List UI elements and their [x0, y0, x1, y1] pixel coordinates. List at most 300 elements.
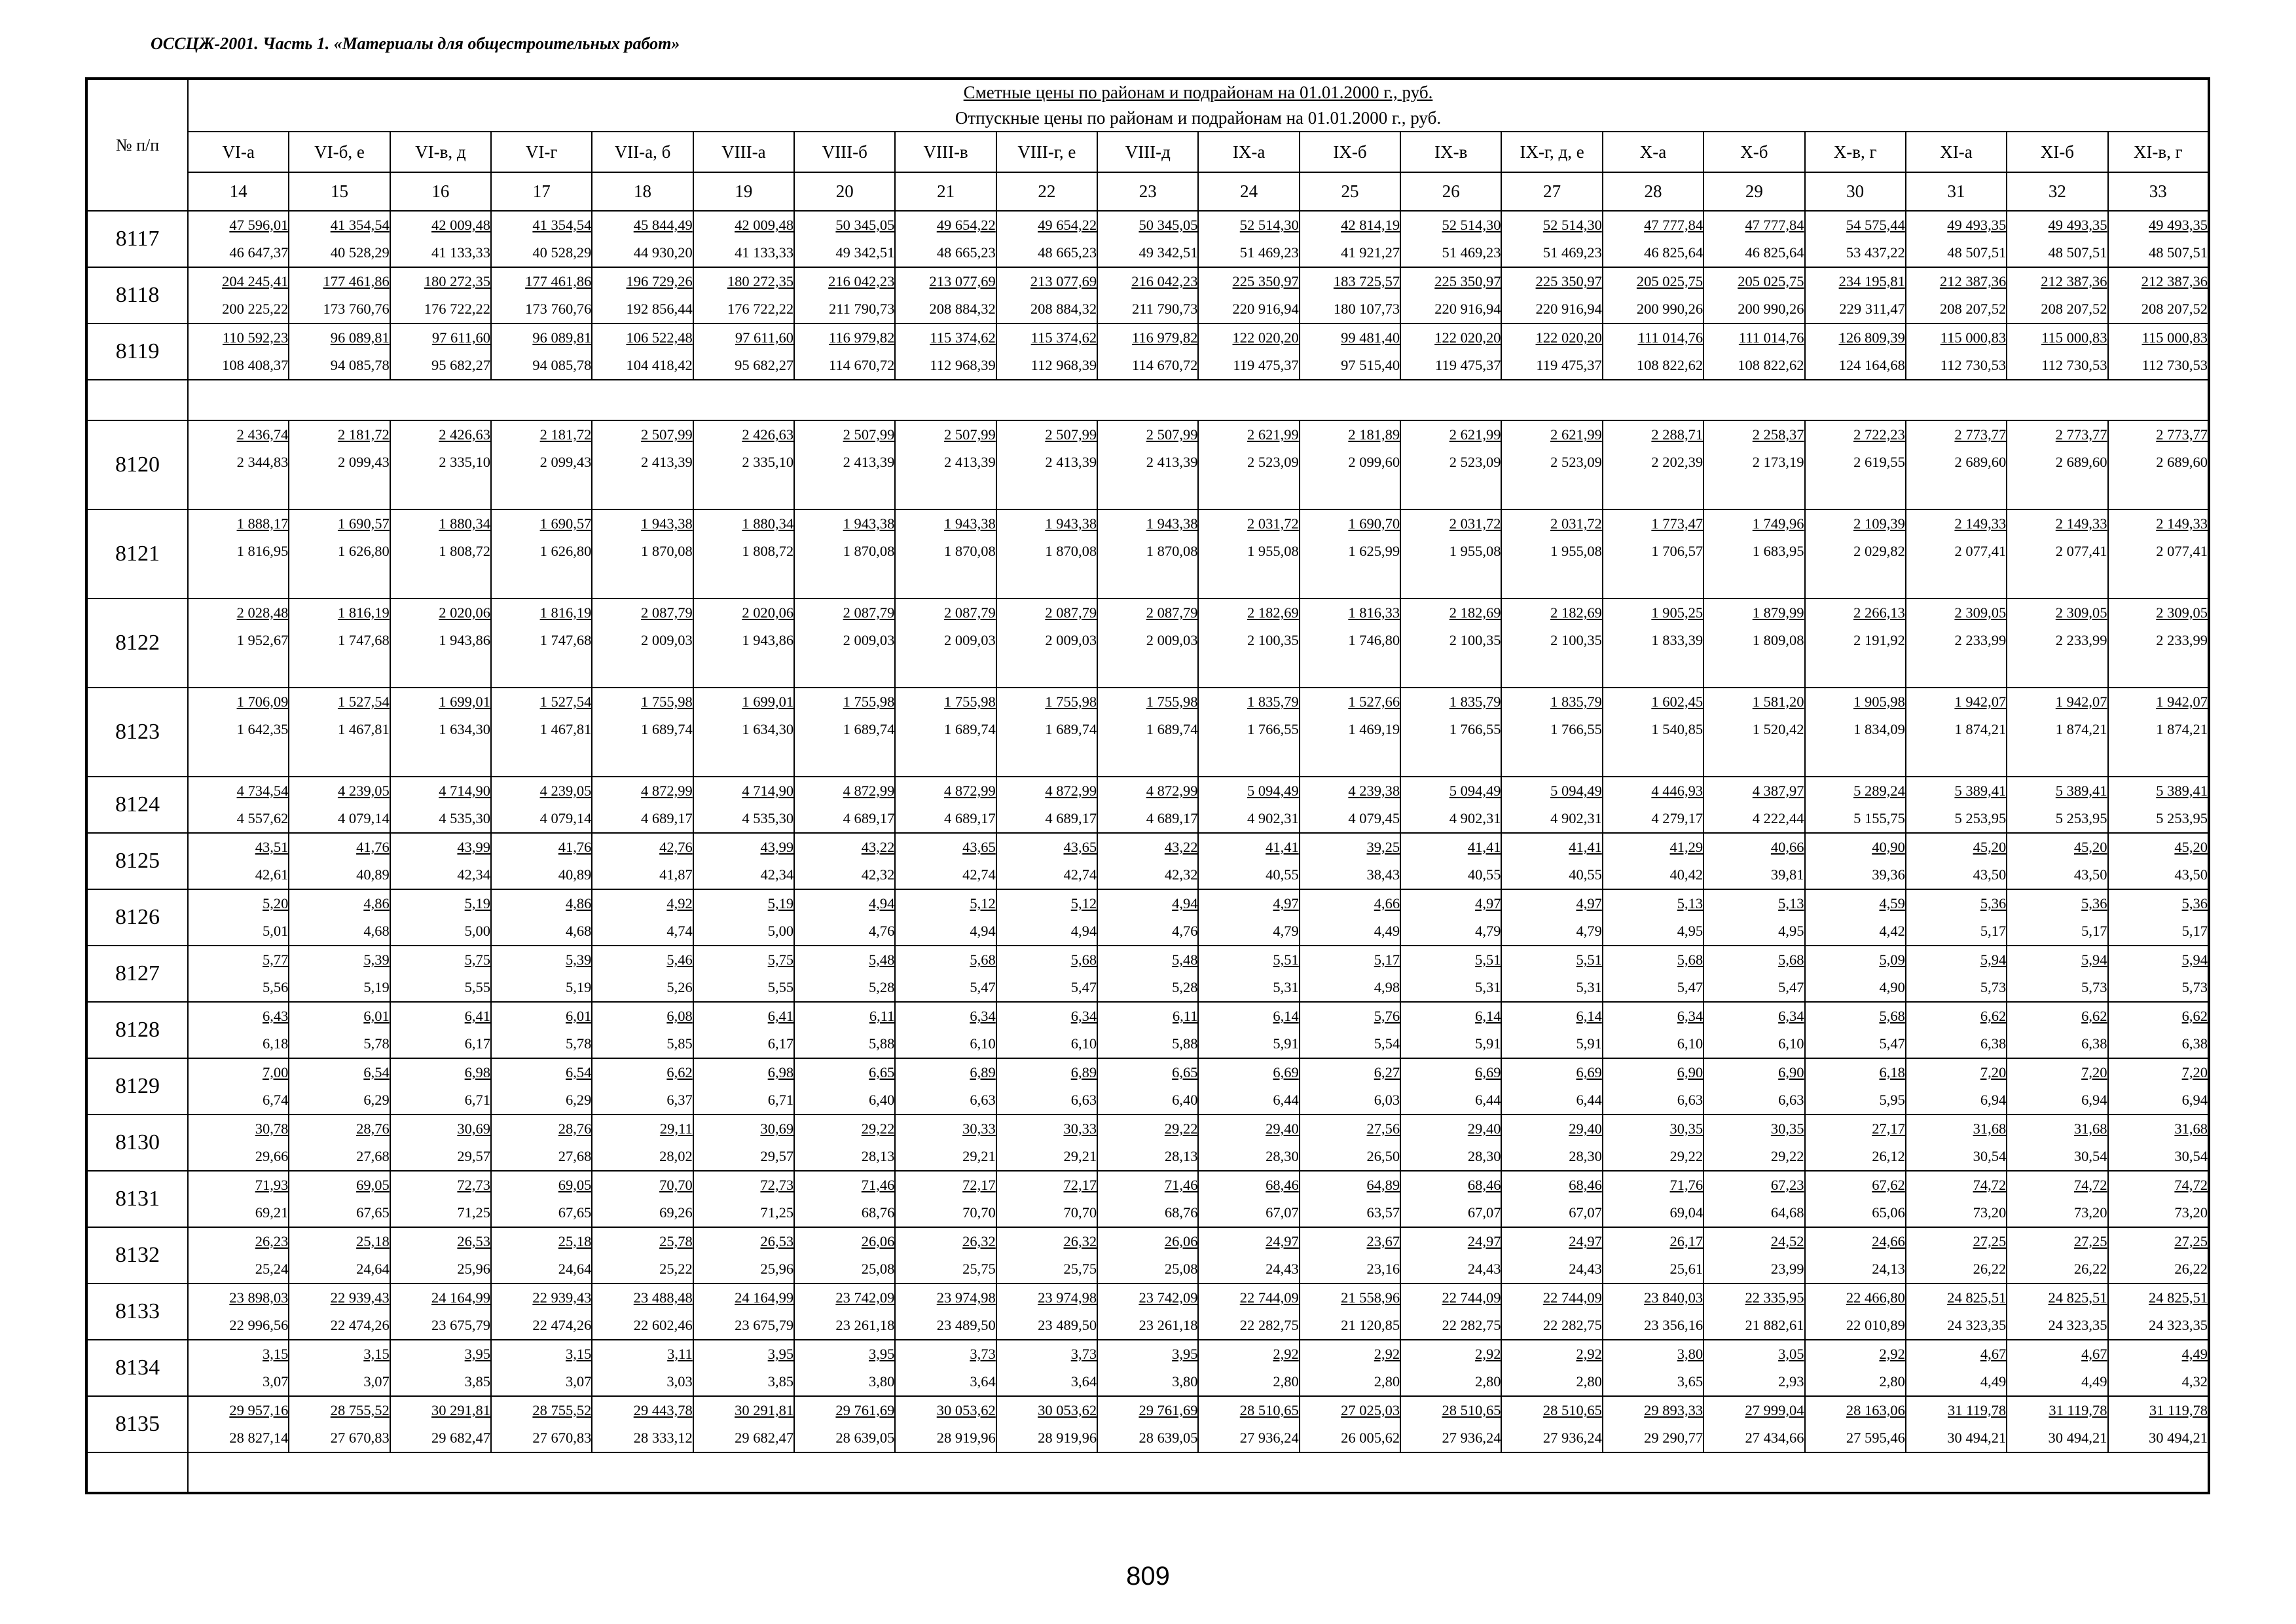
estimated-price: 1 835,79	[1247, 693, 1299, 710]
release-price: 44 930,20	[633, 244, 693, 261]
price-cell	[1501, 267, 1602, 323]
price-cell	[1097, 267, 1198, 323]
release-price: 25,96	[760, 1261, 794, 1277]
release-price: 30 494,21	[1947, 1430, 2007, 1446]
release-price: 1 520,42	[1752, 721, 1804, 737]
column-number: 14	[188, 172, 289, 211]
estimated-price: 6,69	[1475, 1064, 1501, 1080]
estimated-price: 116 979,82	[1132, 329, 1198, 346]
release-price: 42,32	[1164, 866, 1198, 883]
release-price: 1 467,81	[539, 721, 592, 737]
price-cell	[1603, 1283, 1704, 1340]
release-price: 21 120,85	[1341, 1317, 1400, 1333]
price-cell	[491, 211, 592, 267]
estimated-price: 1 943,38	[1146, 515, 1198, 532]
price-cell	[996, 323, 1097, 380]
release-price: 2 233,99	[2055, 632, 2107, 648]
price-cell	[794, 777, 895, 833]
price-table	[85, 77, 2210, 1494]
estimated-price: 2 149,33	[2055, 515, 2107, 532]
estimated-price: 5 094,49	[1550, 783, 1602, 799]
estimated-price: 5,94	[2081, 951, 2107, 968]
release-price: 6,71	[767, 1092, 794, 1108]
release-price: 5,17	[2081, 923, 2107, 939]
estimated-price: 225 350,97	[1434, 273, 1501, 289]
price-cell	[1906, 1340, 2007, 1396]
price-cell	[188, 833, 289, 889]
price-cell	[1805, 946, 1906, 1002]
estimated-price: 27,25	[2073, 1233, 2107, 1249]
release-price: 4 279,17	[1651, 810, 1704, 826]
estimated-price: 2 031,72	[1449, 515, 1501, 532]
release-price: 4,49	[2081, 1373, 2107, 1390]
price-cell	[491, 1115, 592, 1171]
price-cell	[1097, 211, 1198, 267]
estimated-price: 26,53	[760, 1233, 794, 1249]
release-price: 22 474,26	[330, 1317, 390, 1333]
price-cell	[592, 599, 693, 688]
estimated-price: 115 000,83	[2141, 329, 2208, 346]
price-cell	[1805, 1115, 1906, 1171]
price-cell	[1704, 688, 1804, 777]
price-cell	[2108, 323, 2209, 380]
price-cell	[1198, 688, 1299, 777]
empty-cell	[86, 380, 188, 420]
price-cell	[1097, 420, 1198, 509]
release-price: 30 494,21	[2048, 1430, 2107, 1446]
price-cell	[1501, 946, 1602, 1002]
release-price: 1 747,68	[539, 632, 592, 648]
estimated-price: 6,43	[262, 1008, 289, 1024]
price-cell	[996, 509, 1097, 599]
estimated-price: 69,05	[558, 1177, 592, 1193]
price-cell	[1300, 323, 1400, 380]
estimated-price: 212 387,36	[2141, 273, 2208, 289]
estimated-price: 30 291,81	[735, 1402, 794, 1418]
estimated-price: 1 835,79	[1449, 693, 1501, 710]
release-price: 220 916,94	[1535, 301, 1602, 317]
price-cell	[1097, 889, 1198, 946]
release-price: 67,65	[356, 1204, 390, 1221]
price-cell	[895, 777, 996, 833]
price-cell	[996, 1227, 1097, 1283]
release-price: 4 689,17	[843, 810, 895, 826]
estimated-price: 40,66	[1770, 839, 1804, 855]
estimated-price: 5 389,41	[2156, 783, 2208, 799]
estimated-price: 4,92	[666, 895, 693, 912]
price-cell	[794, 1002, 895, 1058]
release-price: 71,25	[457, 1204, 491, 1221]
price-cell	[592, 1283, 693, 1340]
release-price: 5,73	[2081, 979, 2107, 995]
release-price: 6,94	[1980, 1092, 2007, 1108]
price-cell	[1704, 509, 1804, 599]
price-cell	[1300, 420, 1400, 509]
release-price: 38,43	[1366, 866, 1400, 883]
price-cell	[1198, 267, 1299, 323]
price-cell	[592, 777, 693, 833]
price-cell	[289, 777, 390, 833]
estimated-price: 116 979,82	[828, 329, 895, 346]
estimated-price: 97 611,60	[735, 329, 794, 346]
release-price: 5,47	[1070, 979, 1097, 995]
release-price: 108 822,62	[1738, 357, 1804, 373]
release-price: 24,43	[1467, 1261, 1501, 1277]
estimated-price: 1 690,57	[337, 515, 390, 532]
estimated-price: 27 999,04	[1745, 1402, 1804, 1418]
estimated-price: 6,69	[1273, 1064, 1299, 1080]
price-cell	[390, 833, 491, 889]
price-cell	[1603, 267, 1704, 323]
price-cell	[1603, 889, 1704, 946]
price-cell	[1906, 509, 2007, 599]
release-price: 2,80	[1475, 1373, 1501, 1390]
estimated-price: 4,49	[2181, 1346, 2208, 1362]
price-cell	[996, 889, 1097, 946]
release-price: 6,74	[262, 1092, 289, 1108]
price-cell	[693, 946, 794, 1002]
estimated-price: 216 042,23	[828, 273, 895, 289]
release-price: 67,65	[558, 1204, 592, 1221]
release-price: 28,30	[1266, 1148, 1299, 1164]
release-price: 2 413,39	[1045, 454, 1097, 470]
price-cell	[996, 1340, 1097, 1396]
release-price: 1 943,86	[439, 632, 491, 648]
release-price: 4,42	[1879, 923, 1905, 939]
release-price: 5,54	[1374, 1035, 1400, 1052]
estimated-price: 49 654,22	[1038, 217, 1097, 233]
release-price: 5,17	[1980, 923, 2007, 939]
estimated-price: 5,77	[262, 951, 289, 968]
estimated-price: 71,46	[861, 1177, 895, 1193]
price-cell	[188, 599, 289, 688]
column-number: 24	[1198, 172, 1299, 211]
estimated-price: 205 025,75	[1636, 273, 1704, 289]
price-cell	[188, 688, 289, 777]
estimated-price: 6,11	[869, 1008, 895, 1024]
release-price: 1 943,86	[742, 632, 794, 648]
estimated-price: 29 893,33	[1644, 1402, 1704, 1418]
estimated-price: 22 744,09	[1239, 1289, 1299, 1306]
estimated-price: 1 943,38	[944, 515, 996, 532]
release-price: 24 323,35	[2048, 1317, 2107, 1333]
release-price: 22 010,89	[1846, 1317, 1905, 1333]
price-cell	[1906, 1058, 2007, 1115]
estimated-price: 5,48	[869, 951, 895, 968]
release-price: 23 356,16	[1644, 1317, 1704, 1333]
price-cell	[2108, 267, 2209, 323]
estimated-price: 23 974,98	[1038, 1289, 1097, 1306]
estimated-price: 29 761,69	[1139, 1402, 1198, 1418]
release-price: 27 434,66	[1745, 1430, 1804, 1446]
release-price: 6,44	[1273, 1092, 1299, 1108]
release-price: 22 996,56	[229, 1317, 289, 1333]
release-price: 42,34	[760, 866, 794, 883]
price-cell	[1097, 1396, 1198, 1452]
row-number: 8117	[86, 211, 188, 267]
estimated-price: 6,34	[1778, 1008, 1804, 1024]
table-row	[86, 833, 2209, 889]
price-cell	[491, 688, 592, 777]
price-cell	[1906, 777, 2007, 833]
release-price: 6,94	[2081, 1092, 2107, 1108]
row-number: 8128	[86, 1002, 188, 1058]
estimated-price: 204 245,41	[222, 273, 289, 289]
release-price: 2 009,03	[1045, 632, 1097, 648]
price-cell	[188, 1058, 289, 1115]
release-price: 1 689,74	[944, 721, 996, 737]
estimated-price: 4,67	[1980, 1346, 2007, 1362]
price-cell	[996, 1171, 1097, 1227]
estimated-price: 1 699,01	[742, 693, 794, 710]
release-price: 43,50	[2073, 866, 2107, 883]
price-cell	[794, 1283, 895, 1340]
estimated-price: 29,22	[1164, 1120, 1198, 1137]
price-cell	[1400, 1340, 1501, 1396]
release-price: 25,96	[457, 1261, 491, 1277]
estimated-price: 4,97	[1576, 895, 1602, 912]
price-cell	[1805, 688, 1906, 777]
release-price: 29 290,77	[1644, 1430, 1704, 1446]
table-row	[86, 1283, 2209, 1340]
table-row	[86, 1115, 2209, 1171]
estimated-price: 26,06	[861, 1233, 895, 1249]
release-price: 27 936,24	[1239, 1430, 1299, 1446]
table-row	[86, 1340, 2209, 1396]
price-cell	[1704, 267, 1804, 323]
estimated-price: 25,18	[558, 1233, 592, 1249]
release-price: 5 155,75	[1853, 810, 1905, 826]
estimated-price: 5,75	[767, 951, 794, 968]
release-price: 27 670,83	[330, 1430, 390, 1446]
release-price: 67,07	[1569, 1204, 1602, 1221]
price-cell	[2108, 833, 2209, 889]
price-cell	[1198, 946, 1299, 1002]
price-cell	[188, 323, 289, 380]
price-cell	[1501, 777, 1602, 833]
price-cell	[491, 946, 592, 1002]
price-cell	[1097, 1058, 1198, 1115]
release-price: 5,17	[2181, 923, 2208, 939]
release-price: 95 682,27	[735, 357, 794, 373]
release-price: 28,13	[1164, 1148, 1198, 1164]
release-price: 2 077,41	[2055, 543, 2107, 559]
estimated-price: 1 706,09	[236, 693, 289, 710]
table-row	[86, 420, 2209, 509]
price-cell	[1097, 946, 1198, 1002]
estimated-price: 2 028,48	[236, 604, 289, 621]
column-number-row	[86, 172, 2209, 211]
release-price: 1 870,08	[944, 543, 996, 559]
release-price: 1 634,30	[742, 721, 794, 737]
price-cell	[1300, 267, 1400, 323]
release-price: 69,26	[659, 1204, 693, 1221]
release-price: 1 642,35	[236, 721, 289, 737]
estimated-price: 2 020,06	[439, 604, 491, 621]
release-price: 2 099,43	[539, 454, 592, 470]
estimated-price: 5,36	[1980, 895, 2007, 912]
release-price: 63,57	[1366, 1204, 1400, 1221]
estimated-price: 29 443,78	[633, 1402, 693, 1418]
estimated-price: 1 755,98	[640, 693, 693, 710]
release-price: 1 952,67	[236, 632, 289, 648]
estimated-price: 1 755,98	[944, 693, 996, 710]
release-price: 4 902,31	[1247, 810, 1299, 826]
estimated-price: 122 020,20	[1232, 329, 1299, 346]
release-price: 112 968,39	[1030, 357, 1097, 373]
estimated-price: 4,94	[1172, 895, 1198, 912]
estimated-price: 4,94	[869, 895, 895, 912]
table-row	[86, 211, 2209, 267]
column-number: 27	[1501, 172, 1602, 211]
release-price: 21 882,61	[1745, 1317, 1804, 1333]
estimated-price: 1 690,57	[539, 515, 592, 532]
release-price: 1 833,39	[1651, 632, 1704, 648]
release-price: 28 919,96	[936, 1430, 996, 1446]
release-price: 1 634,30	[439, 721, 491, 737]
estimated-price: 2 773,77	[2055, 426, 2107, 443]
release-price: 3,65	[1677, 1373, 1704, 1390]
estimated-price: 41,76	[558, 839, 592, 855]
estimated-price: 3,73	[970, 1346, 996, 1362]
release-price: 4 079,14	[539, 810, 592, 826]
release-price: 28,30	[1467, 1148, 1501, 1164]
price-cell	[996, 1396, 1097, 1452]
price-cell	[1400, 1396, 1501, 1452]
release-price: 6,63	[1778, 1092, 1804, 1108]
release-price: 124 164,68	[1838, 357, 1905, 373]
estimated-price: 5,13	[1677, 895, 1704, 912]
estimated-price: 2 507,99	[944, 426, 996, 443]
price-cell	[1097, 777, 1198, 833]
estimated-price: 1 527,54	[337, 693, 390, 710]
release-price: 1 766,55	[1550, 721, 1602, 737]
price-cell	[289, 1396, 390, 1452]
estimated-price: 43,99	[760, 839, 794, 855]
price-cell	[895, 1283, 996, 1340]
price-cell	[1501, 420, 1602, 509]
estimated-price: 115 374,62	[930, 329, 996, 346]
release-price: 2 029,82	[1853, 543, 1905, 559]
release-price: 2,80	[1879, 1373, 1905, 1390]
estimated-price: 2,92	[1374, 1346, 1400, 1362]
estimated-price: 21 558,96	[1341, 1289, 1400, 1306]
price-cell	[188, 267, 289, 323]
release-price: 4,68	[363, 923, 390, 939]
price-cell	[592, 420, 693, 509]
estimated-price: 6,11	[1172, 1008, 1198, 1024]
estimated-price: 5 389,41	[1954, 783, 2007, 799]
price-cell	[2007, 323, 2107, 380]
estimated-price: 3,15	[262, 1346, 289, 1362]
estimated-price: 111 014,76	[1637, 329, 1704, 346]
release-price: 28 333,12	[633, 1430, 693, 1446]
price-cell	[2108, 1171, 2209, 1227]
price-cell	[693, 211, 794, 267]
price-cell	[188, 889, 289, 946]
release-price: 5,88	[1172, 1035, 1198, 1052]
estimated-price: 4 872,99	[1045, 783, 1097, 799]
row-number: 8126	[86, 889, 188, 946]
estimated-price: 45,20	[2073, 839, 2107, 855]
estimated-price: 96 089,81	[532, 329, 592, 346]
release-price: 2 413,39	[1146, 454, 1198, 470]
price-cell	[1400, 1227, 1501, 1283]
column-number: 33	[2108, 172, 2209, 211]
row-number: 8135	[86, 1396, 188, 1452]
release-price: 3,07	[363, 1373, 390, 1390]
release-price: 176 722,22	[424, 301, 491, 317]
estimated-price: 2 087,79	[1045, 604, 1097, 621]
release-price: 5,28	[1172, 979, 1198, 995]
release-price: 48 507,51	[2048, 244, 2107, 261]
price-cell	[289, 323, 390, 380]
price-cell	[491, 1396, 592, 1452]
estimated-price: 1 527,54	[539, 693, 592, 710]
release-price: 114 670,72	[828, 357, 895, 373]
estimated-price: 99 481,40	[1341, 329, 1400, 346]
release-price: 1 540,85	[1651, 721, 1704, 737]
estimated-price: 213 077,69	[1030, 273, 1097, 289]
estimated-price: 28 755,52	[330, 1402, 390, 1418]
estimated-price: 6,18	[1879, 1064, 1905, 1080]
release-price: 2 335,10	[742, 454, 794, 470]
column-number: 32	[2007, 172, 2107, 211]
price-cell	[1805, 1171, 1906, 1227]
release-price: 1 809,08	[1752, 632, 1804, 648]
price-cell	[1906, 267, 2007, 323]
release-price: 6,10	[1778, 1035, 1804, 1052]
estimated-price: 97 611,60	[431, 329, 491, 346]
release-price: 112 968,39	[930, 357, 996, 373]
estimated-price: 1 749,96	[1752, 515, 1804, 532]
price-cell	[895, 1115, 996, 1171]
release-price: 39,81	[1770, 866, 1804, 883]
release-price: 1 766,55	[1449, 721, 1501, 737]
estimated-price: 7,20	[1980, 1064, 2007, 1080]
release-price: 1 706,57	[1651, 543, 1704, 559]
estimated-price: 1 699,01	[439, 693, 491, 710]
estimated-price: 177 461,86	[323, 273, 390, 289]
estimated-price: 5 289,24	[1853, 783, 1905, 799]
estimated-price: 5,76	[1374, 1008, 1400, 1024]
price-cell	[996, 267, 1097, 323]
price-cell	[794, 1171, 895, 1227]
estimated-price: 122 020,20	[1535, 329, 1602, 346]
price-cell	[289, 1002, 390, 1058]
price-cell	[491, 420, 592, 509]
estimated-price: 6,27	[1374, 1064, 1400, 1080]
estimated-price: 43,65	[962, 839, 996, 855]
estimated-price: 29 761,69	[835, 1402, 895, 1418]
estimated-price: 26,23	[255, 1233, 289, 1249]
row-number: 8123	[86, 688, 188, 777]
price-cell	[592, 211, 693, 267]
price-cell	[289, 889, 390, 946]
estimated-price: 49 493,35	[1947, 217, 2007, 233]
estimated-price: 4 872,99	[843, 783, 895, 799]
estimated-price: 2 182,69	[1247, 604, 1299, 621]
price-cell	[592, 1171, 693, 1227]
price-cell	[1501, 323, 1602, 380]
estimated-price: 6,89	[970, 1064, 996, 1080]
price-cell	[289, 509, 390, 599]
estimated-price: 49 654,22	[936, 217, 996, 233]
price-cell	[1300, 1227, 1400, 1283]
release-price: 5,19	[566, 979, 592, 995]
release-price: 3,80	[1172, 1373, 1198, 1390]
release-price: 40,42	[1669, 866, 1704, 883]
